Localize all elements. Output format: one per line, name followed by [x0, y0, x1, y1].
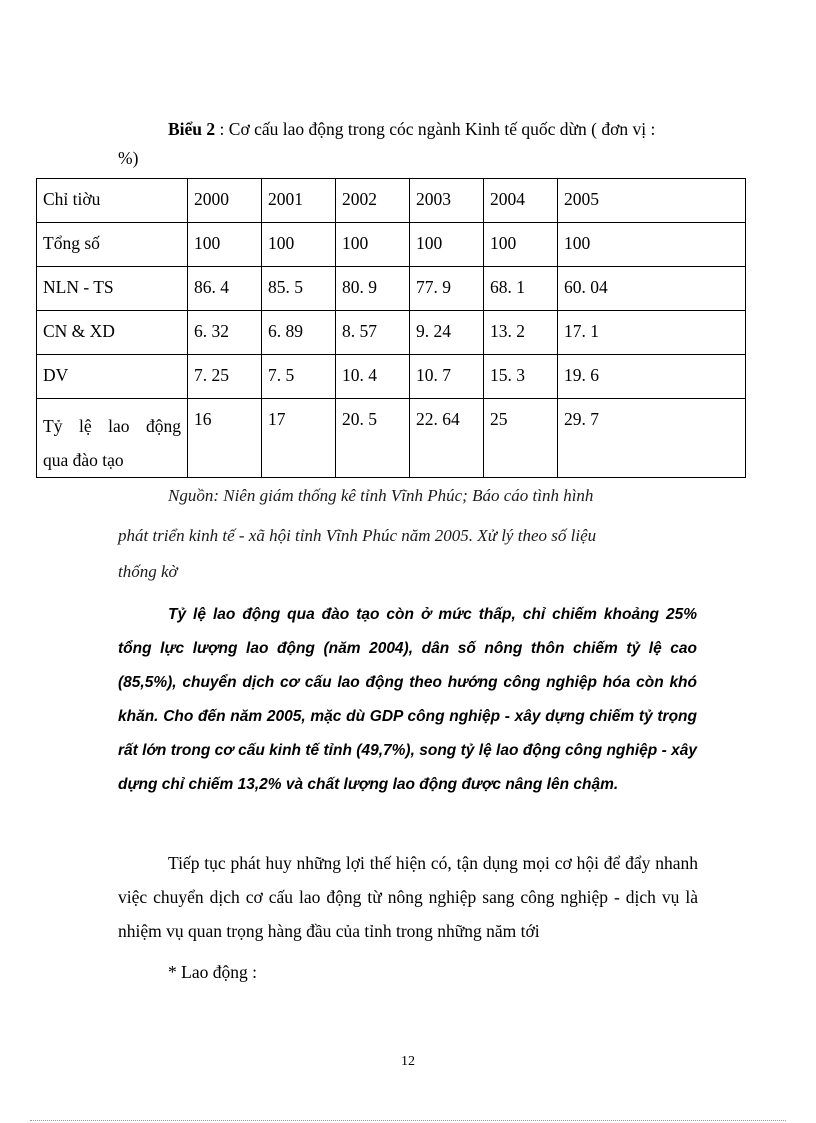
row-label: CN & XD: [37, 311, 188, 355]
caption-text: : Cơ cấu lao động trong cóc ngành Kinh tế quốc dừn ( đơn vị :: [215, 119, 656, 139]
table-cell: 100: [336, 223, 410, 267]
footer-divider: [30, 1120, 786, 1121]
bold-paragraph-text: Tỷ lệ lao động qua đào tạo còn ở mức thấp, chỉ chiếm khoảng 25% tổng lực lượng lao động (năm 2004), dân số nông thôn chiếm tỷ lệ cao (85,5%), chuyển dịch cơ cấu lao động theo hướng công nghiệp hóa còn khó khăn. Cho đến năm 2005, mặc dù GDP công nghiệp - xây dựng chiếm tỷ trọng rất lớn trong cơ cấu kinh tế tỉnh (49,7%), song tỷ lệ lao động công nghiệp - xây dựng chỉ chiếm 13,2% và chất lượng lao động được nâng lên chậm.: [118, 606, 697, 793]
row-label-line: qua đào tạo: [43, 450, 124, 470]
table-cell: 100: [262, 223, 336, 267]
table-cell: 22. 64: [410, 399, 484, 478]
table-cell: 13. 2: [484, 311, 558, 355]
row-label: DV: [37, 355, 188, 399]
body-paragraph: [118, 846, 698, 948]
table-cell: 29. 7: [558, 399, 746, 478]
table-row: [37, 399, 746, 478]
table-cell: 60. 04: [558, 267, 746, 311]
table-cell: 6. 89: [262, 311, 336, 355]
table-cell: 10. 7: [410, 355, 484, 399]
table-caption: [168, 112, 728, 146]
table-header-row: [37, 179, 746, 223]
table-cell: 100: [410, 223, 484, 267]
table-cell: 7. 25: [188, 355, 262, 399]
section-subheading: * Lao động :: [168, 962, 257, 982]
table-cell: 25: [484, 399, 558, 478]
table-cell: 15. 3: [484, 355, 558, 399]
table-cell: 86. 4: [188, 267, 262, 311]
table-row: [37, 355, 746, 399]
table-cell: 17. 1: [558, 311, 746, 355]
row-label: NLN - TS: [37, 267, 188, 311]
table-row: [37, 311, 746, 355]
header-cell: 2005: [558, 179, 746, 223]
bold-paragraph: [118, 598, 697, 802]
header-cell: 2003: [410, 179, 484, 223]
row-label: [37, 399, 188, 478]
header-cell: 2001: [262, 179, 336, 223]
row-label: Tổng số: [37, 223, 188, 267]
table-cell: 80. 9: [336, 267, 410, 311]
header-cell: 2000: [188, 179, 262, 223]
header-cell: Chỉ tiờu: [37, 179, 188, 223]
header-cell: 2002: [336, 179, 410, 223]
source-line: Nguồn: Niên giám thống kê tỉnh Vĩnh Phúc; Báo cáo tình hình: [168, 486, 594, 505]
source-line: thống kờ: [118, 562, 178, 581]
row-label-line: Tỷ lệ lao động: [43, 416, 181, 436]
table-cell: 16: [188, 399, 262, 478]
caption-continuation: %): [118, 148, 139, 168]
caption-label: Biểu 2: [168, 119, 216, 139]
table-cell: 8. 57: [336, 311, 410, 355]
table-cell: 10. 4: [336, 355, 410, 399]
table-cell: 7. 5: [262, 355, 336, 399]
page-number: 12: [401, 1054, 415, 1069]
table-cell: 19. 6: [558, 355, 746, 399]
source-line: phát triển kinh tế - xã hội tỉnh Vĩnh Phúc năm 2005. Xử lý theo số liệu: [118, 526, 597, 545]
table-row: [37, 223, 746, 267]
table-cell: 100: [484, 223, 558, 267]
table-cell: 9. 24: [410, 311, 484, 355]
body-paragraph-text: Tiếp tục phát huy những lợi thế hiện có, tận dụng mọi cơ hội để đẩy nhanh việc chuyển dịch cơ cấu lao động từ nông nghiệp sang công nghiệp - dịch vụ là nhiệm vụ quan trọng hàng đầu của tỉnh trong những năm tới: [118, 853, 698, 941]
table-cell: 77. 9: [410, 267, 484, 311]
table-cell: 100: [188, 223, 262, 267]
header-cell: 2004: [484, 179, 558, 223]
table-cell: 68. 1: [484, 267, 558, 311]
table-cell: 17: [262, 399, 336, 478]
labor-structure-table: [36, 178, 746, 478]
table-row: [37, 267, 746, 311]
table-cell: 20. 5: [336, 399, 410, 478]
table-cell: 6. 32: [188, 311, 262, 355]
table-cell: 100: [558, 223, 746, 267]
table-cell: 85. 5: [262, 267, 336, 311]
